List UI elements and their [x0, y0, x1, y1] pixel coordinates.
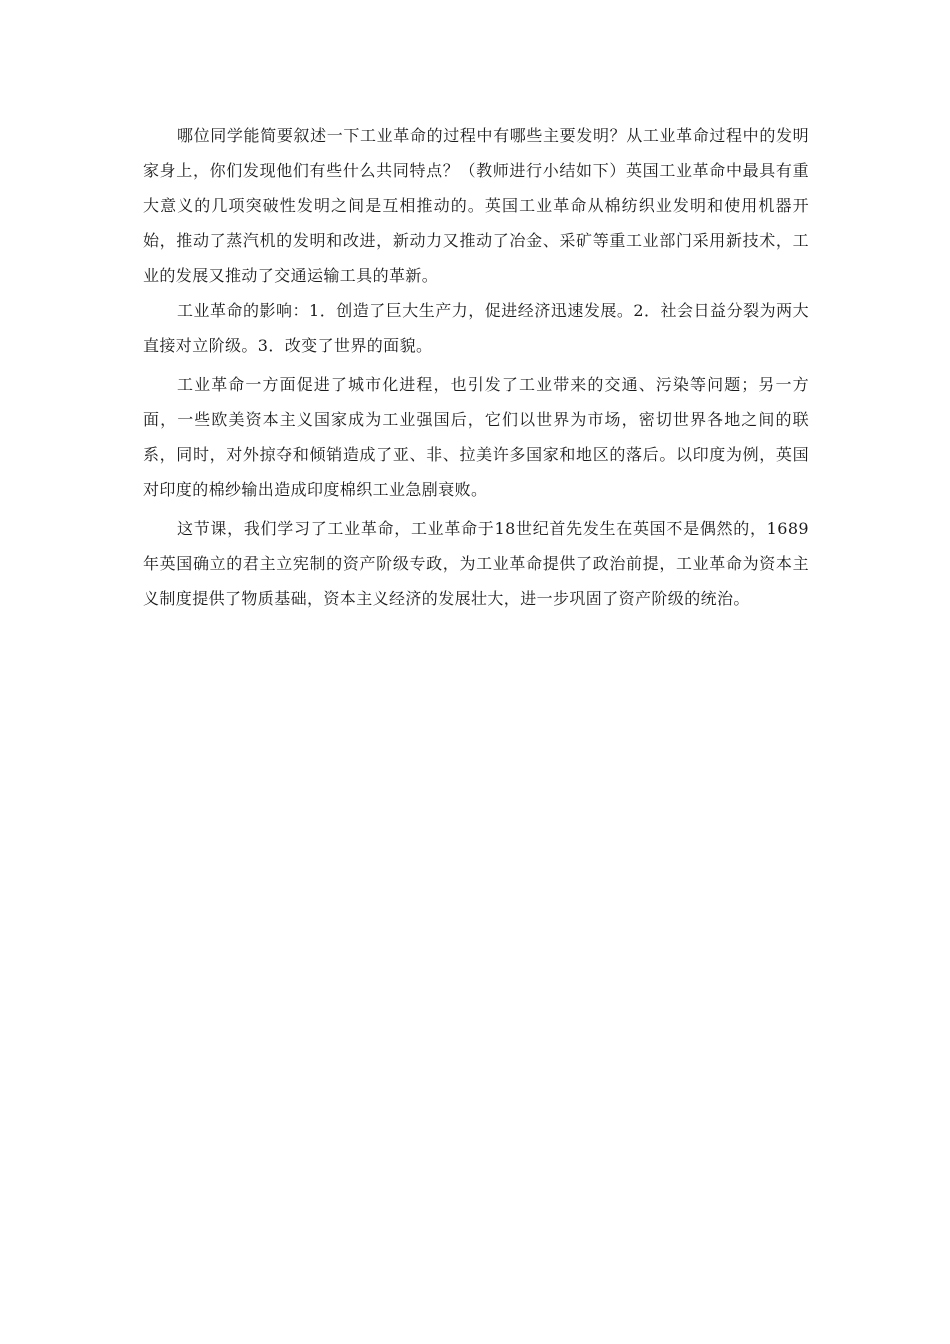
paragraph-summary: 这节课，我们学习了工业革命，工业革命于18世纪首先发生在英国不是偶然的，1689年英国确立的君主立宪制的资产阶级专政，为工业革命提供了政治前提，工业革命为资本主义制度提供了物质基础，资本主义经济的发展壮大，进一步巩固了资产阶级的统治。: [143, 519, 809, 608]
paragraph-impact: 工业革命的影响：1．创造了巨大生产力，促进经济迅速发展。2．社会日益分裂为两大直接对立阶级。3．改变了世界的面貌。: [143, 301, 809, 355]
paragraph-urbanization: 工业革命一方面促进了城市化进程，也引发了工业带来的交通、污染等问题；另一方面，一些欧美资本主义国家成为工业强国后，它们以世界为市场，密切世界各地之间的联系，同时，对外掠夺和倾销造成了亚、非、拉美许多国家和地区的落后。以印度为例，英国对印度的棉纱输出造成印度棉织工业急剧衰败。: [143, 375, 809, 499]
document-body: [143, 118, 809, 616]
paragraph-inventions: 哪位同学能简要叙述一下工业革命的过程中有哪些主要发明？从工业革命过程中的发明家身上，你们发现他们有些什么共同特点？（教师进行小结如下）英国工业革命中最具有重大意义的几项突破性发明之间是互相推动的。英国工业革命从棉纺织业发明和使用机器开始，推动了蒸汽机的发明和改进，新动力又推动了冶金、采矿等重工业部门采用新技术，工业的发展又推动了交通运输工具的革新。: [143, 126, 809, 285]
